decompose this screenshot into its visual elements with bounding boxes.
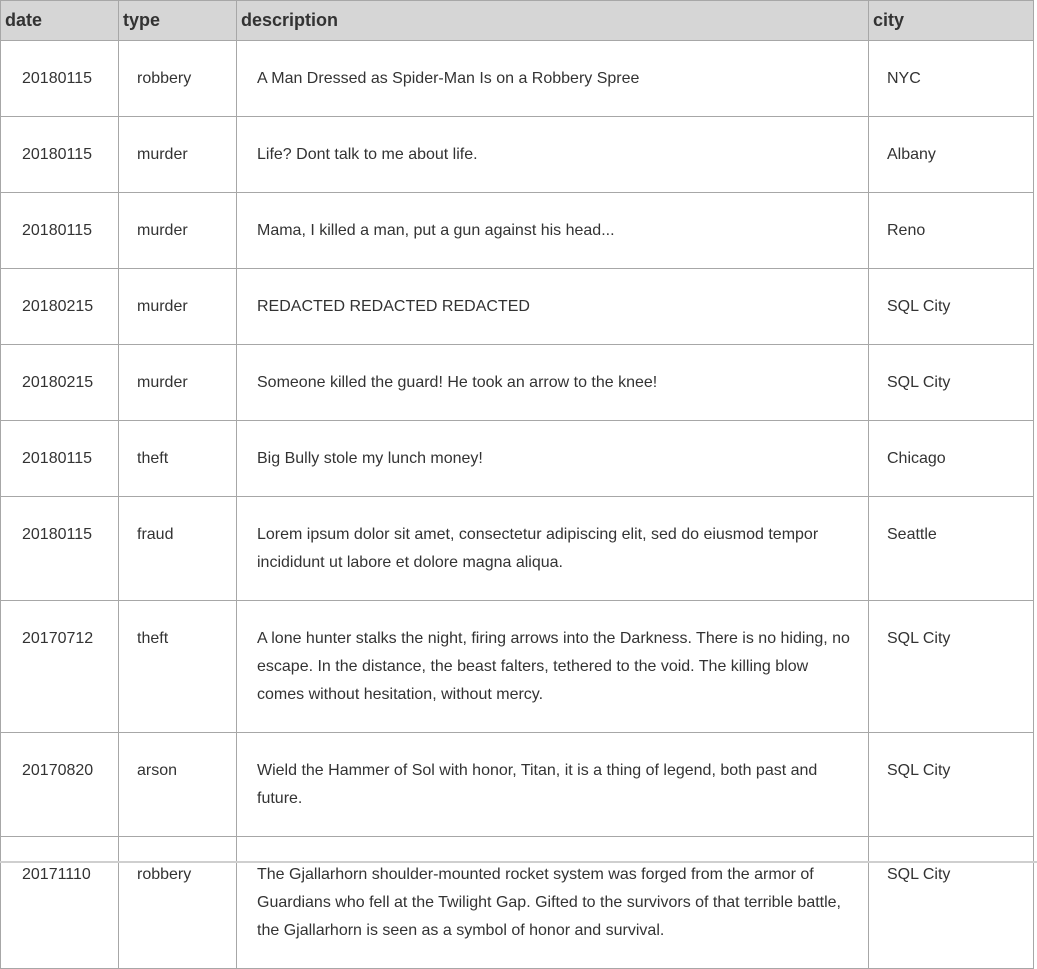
cell-type: fraud [119,497,237,601]
cell-city: SQL City [869,733,1034,837]
cell-type: murder [119,117,237,193]
cell-date: 20170712 [1,601,119,733]
cell-date: 20180115 [1,421,119,497]
cell-type: murder [119,193,237,269]
cell-type: murder [119,269,237,345]
cell-city: Seattle [869,497,1034,601]
table-row [1,497,1034,601]
cell-date: 20180215 [1,269,119,345]
viewport-bottom-edge [0,861,1037,863]
cell-city: Reno [869,193,1034,269]
cell-date: 20180115 [1,117,119,193]
table-row [1,269,1034,345]
cell-city: Albany [869,117,1034,193]
table-row [1,421,1034,497]
cell-date: 20180115 [1,497,119,601]
cell-type: theft [119,421,237,497]
cell-city: SQL City [869,269,1034,345]
cell-description: Life? Dont talk to me about life. [237,117,869,193]
table-row [1,345,1034,421]
table-body [1,41,1034,969]
cell-date: 20171110 [1,837,119,969]
table-row [1,41,1034,117]
table-row [1,837,1034,969]
cell-description: A Man Dressed as Spider-Man Is on a Robbery Spree [237,41,869,117]
header-row [1,1,1034,41]
column-header-type[interactable]: type [119,1,237,41]
cell-date: 20170820 [1,733,119,837]
cell-description: Big Bully stole my lunch money! [237,421,869,497]
cell-description: A lone hunter stalks the night, firing arrows into the Darkness. There is no hiding, no escape. In the distance, the beast falters, tethered to the void. The killing blow comes without hesitation, without mercy. [237,601,869,733]
cell-description: Wield the Hammer of Sol with honor, Titan, it is a thing of legend, both past and future. [237,733,869,837]
cell-city: NYC [869,41,1034,117]
cell-type: arson [119,733,237,837]
cell-type: theft [119,601,237,733]
cell-description: REDACTED REDACTED REDACTED [237,269,869,345]
column-header-description[interactable]: description [237,1,869,41]
table-header [1,1,1034,41]
column-header-date[interactable]: date [1,1,119,41]
cell-description: Lorem ipsum dolor sit amet, consectetur adipiscing elit, sed do eiusmod tempor incididunt ut labore et dolore magna aliqua. [237,497,869,601]
cell-description: Mama, I killed a man, put a gun against his head... [237,193,869,269]
table-row [1,193,1034,269]
cell-type: murder [119,345,237,421]
cell-city: SQL City [869,345,1034,421]
cell-date: 20180115 [1,41,119,117]
cell-city: Chicago [869,421,1034,497]
cell-type: robbery [119,41,237,117]
table-row [1,733,1034,837]
cell-type: robbery [119,837,237,969]
cell-description: The Gjallarhorn shoulder-mounted rocket system was forged from the armor of Guardians who fell at the Twilight Gap. Gifted to the survivors of that terrible battle, the Gjallarhorn is seen as a symbol of honor and survival. [237,837,869,969]
table-row [1,601,1034,733]
table-row [1,117,1034,193]
cell-date: 20180215 [1,345,119,421]
column-header-city[interactable]: city [869,1,1034,41]
cell-description: Someone killed the guard! He took an arrow to the knee! [237,345,869,421]
cell-date: 20180115 [1,193,119,269]
cell-city: SQL City [869,601,1034,733]
cell-city: SQL City [869,837,1034,969]
